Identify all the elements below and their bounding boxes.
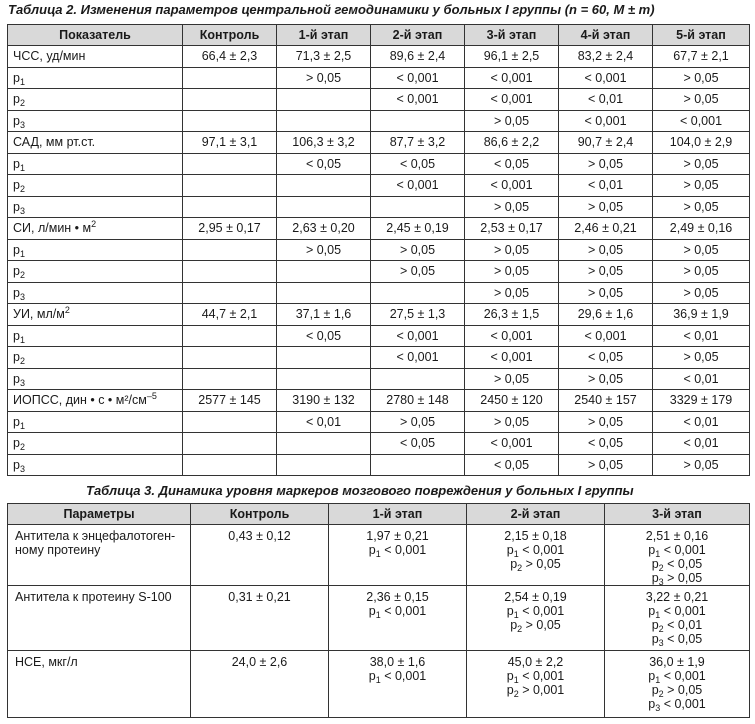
p-value-cell: > 0,05 <box>277 239 371 261</box>
table-row <box>8 525 750 586</box>
stage-p-value: $p_1 < 0,001$ <box>368 669 427 685</box>
parameter-label-line: НСЕ, мкг/л <box>15 655 78 669</box>
table-row <box>8 651 750 718</box>
table-row <box>8 46 750 68</box>
stage-p-value: $p_2 > 0,001$ <box>506 683 565 699</box>
p-value-cell: < 0,05 <box>277 153 371 175</box>
p-value-cell: > 0,05 <box>653 153 750 175</box>
p-label: $p_2$ <box>8 89 183 111</box>
table-row <box>8 390 750 412</box>
p-value-cell: < 0,001 <box>465 67 559 89</box>
p-value-cell: < 0,001 <box>653 110 750 132</box>
stage-p-value: $p_1 < 0,001$ <box>648 604 706 620</box>
p-value-cell: < 0,05 <box>371 433 465 455</box>
value-cell: 44,7 ± 2,1 <box>183 304 277 326</box>
p-value-cell: > 0,05 <box>653 67 750 89</box>
p-value-cell: < 0,001 <box>465 89 559 111</box>
p-value-row <box>8 282 750 304</box>
stage-value-cell <box>467 525 605 586</box>
p-value-cell: < 0,001 <box>465 347 559 369</box>
value-cell: 66,4 ± 2,3 <box>183 46 277 68</box>
header-stage-4: 4-й этап <box>559 25 653 46</box>
stage-value-cell <box>605 651 750 718</box>
stage-p-value: $p_1 < 0,001$ <box>648 543 706 559</box>
p-value-row <box>8 175 750 197</box>
p-value-cell: > 0,05 <box>559 196 653 218</box>
stage-value-cell <box>605 586 750 651</box>
value-cell: 2,63 ± 0,20 <box>277 218 371 240</box>
value-cell: 2,46 ± 0,21 <box>559 218 653 240</box>
p-value-cell: > 0,05 <box>559 153 653 175</box>
parameter-label-line: ному протеину <box>15 543 101 557</box>
value-cell: 2,95 ± 0,17 <box>183 218 277 240</box>
stage-mean: 2,36 ± 0,15 <box>366 590 429 604</box>
p-value-cell: < 0,001 <box>465 175 559 197</box>
header-stage-1: 1-й этап <box>277 25 371 46</box>
p-value-cell <box>277 347 371 369</box>
value-cell: 67,7 ± 2,1 <box>653 46 750 68</box>
p-value-cell: > 0,05 <box>371 239 465 261</box>
p-value-row <box>8 153 750 175</box>
control-value: 0,31 ± 0,21 <box>191 586 329 651</box>
stage-p-value: $p_3 < 0,05$ <box>651 632 703 648</box>
p-value-cell <box>277 433 371 455</box>
p-label: $p_3$ <box>8 196 183 218</box>
indicator-label <box>8 218 183 240</box>
p-value-cell <box>183 175 277 197</box>
p-value-cell <box>183 411 277 433</box>
value-cell: 96,1 ± 2,5 <box>465 46 559 68</box>
p-value-cell: > 0,05 <box>465 110 559 132</box>
p-value-cell: < 0,01 <box>559 175 653 197</box>
stage-p-value: $p_1 < 0,001$ <box>506 669 565 685</box>
p-value-row <box>8 325 750 347</box>
table-row <box>8 304 750 326</box>
value-cell: 2450 ± 120 <box>465 390 559 412</box>
value-cell: 29,6 ± 1,6 <box>559 304 653 326</box>
p-value-row <box>8 196 750 218</box>
p-value-cell <box>277 89 371 111</box>
p-value-cell: < 0,001 <box>371 67 465 89</box>
p-value-cell: < 0,01 <box>653 368 750 390</box>
p-value-cell: > 0,05 <box>559 368 653 390</box>
p-value-cell <box>183 282 277 304</box>
p-value-cell <box>183 239 277 261</box>
p-value-cell: > 0,05 <box>371 411 465 433</box>
p-value-cell: < 0,05 <box>465 153 559 175</box>
brain-markers-table <box>7 503 750 718</box>
p-value-cell: > 0,05 <box>653 196 750 218</box>
p-value-cell <box>183 433 277 455</box>
p-value-cell <box>277 110 371 132</box>
p-value-cell: < 0,01 <box>653 325 750 347</box>
p-value-cell <box>277 454 371 476</box>
p-label: $p_2$ <box>8 175 183 197</box>
p-value-cell: < 0,001 <box>465 325 559 347</box>
p-label: $p_3$ <box>8 454 183 476</box>
value-cell: 3329 ± 179 <box>653 390 750 412</box>
p-label: $p_1$ <box>8 325 183 347</box>
value-cell: 87,7 ± 3,2 <box>371 132 465 154</box>
parameter-label-line: Антитела к энцефалотоген- <box>15 529 176 543</box>
indicator-label <box>8 304 183 326</box>
p-value-cell <box>277 282 371 304</box>
value-cell: 89,6 ± 2,4 <box>371 46 465 68</box>
p-value-cell: < 0,05 <box>465 454 559 476</box>
stage-value-cell <box>329 586 467 651</box>
stage-p-value: $p_1 < 0,001$ <box>506 543 565 559</box>
header-stage-5: 5-й этап <box>653 25 750 46</box>
p-label: $p_1$ <box>8 411 183 433</box>
value-cell: 104,0 ± 2,9 <box>653 132 750 154</box>
p-value-cell <box>183 454 277 476</box>
p-value-cell: > 0,05 <box>465 411 559 433</box>
header-stage-2: 2-й этап <box>467 504 605 525</box>
p-label: $p_2$ <box>8 261 183 283</box>
p-value-cell: > 0,05 <box>653 89 750 111</box>
p-value-cell: < 0,001 <box>371 347 465 369</box>
p-value-cell <box>371 454 465 476</box>
stage-mean: 2,54 ± 0,19 <box>504 590 567 604</box>
p-label: $p_2$ <box>8 347 183 369</box>
parameter-label <box>8 651 191 718</box>
p-value-cell: < 0,001 <box>559 325 653 347</box>
p-label: $p_1$ <box>8 153 183 175</box>
p-value-cell: > 0,05 <box>653 347 750 369</box>
header-stage-1: 1-й этап <box>329 504 467 525</box>
value-cell: 2577 ± 145 <box>183 390 277 412</box>
unit-exponent: –5 <box>146 391 157 402</box>
p-value-cell <box>277 261 371 283</box>
p-value-cell: > 0,05 <box>277 67 371 89</box>
p-value-cell: > 0,05 <box>653 239 750 261</box>
stage-p-value: $p_2 > 0,05$ <box>510 557 561 573</box>
p-value-cell <box>371 368 465 390</box>
p-value-cell: > 0,05 <box>465 239 559 261</box>
value-cell: 37,1 ± 1,6 <box>277 304 371 326</box>
value-cell: 2780 ± 148 <box>371 390 465 412</box>
p-value-cell <box>277 368 371 390</box>
p-value-cell: > 0,05 <box>653 261 750 283</box>
header-parameters: Параметры <box>8 504 191 525</box>
value-cell: 106,3 ± 3,2 <box>277 132 371 154</box>
indicator-name: САД, мм рт.ст. <box>13 135 96 150</box>
p-value-cell <box>371 110 465 132</box>
p-value-cell <box>183 368 277 390</box>
p-label: $p_1$ <box>8 67 183 89</box>
p-value-cell: < 0,001 <box>465 433 559 455</box>
p-value-cell: < 0,05 <box>371 153 465 175</box>
p-value-cell: > 0,05 <box>559 411 653 433</box>
stage-value-cell <box>329 525 467 586</box>
stage-mean: 3,22 ± 0,21 <box>645 590 709 604</box>
table3-caption: Таблица 3. Динамика уровня маркеров мозгового повреждения у больных I группы <box>86 483 634 498</box>
p-value-cell: < 0,05 <box>277 325 371 347</box>
stage-p-value: $p_1 < 0,001$ <box>648 669 706 685</box>
p-value-cell: > 0,05 <box>465 368 559 390</box>
p-value-cell <box>183 89 277 111</box>
indicator-label <box>8 46 183 68</box>
p-label: $p_3$ <box>8 282 183 304</box>
p-value-cell: > 0,05 <box>653 282 750 304</box>
p-value-cell: < 0,01 <box>277 411 371 433</box>
parameter-label <box>8 525 191 586</box>
stage-value-cell <box>467 651 605 718</box>
p-label: $p_3$ <box>8 368 183 390</box>
value-cell: 36,9 ± 1,9 <box>653 304 750 326</box>
p-value-cell <box>183 325 277 347</box>
stage-value-cell <box>467 586 605 651</box>
p-value-cell <box>183 67 277 89</box>
table-row <box>8 132 750 154</box>
indicator-name: УИ, мл/м <box>13 307 65 322</box>
p-value-cell: > 0,05 <box>559 282 653 304</box>
stage-p-value: $p_1 < 0,001$ <box>506 604 565 620</box>
stage-p-value: $p_3 > 0,05$ <box>651 571 703 586</box>
p-value-cell <box>183 261 277 283</box>
indicator-name: СИ, л/мин • м <box>13 221 92 236</box>
header-control: Контроль <box>191 504 329 525</box>
p-value-cell: < 0,001 <box>371 89 465 111</box>
header-stage-3: 3-й этап <box>605 504 750 525</box>
stage-mean: 1,97 ± 0,21 <box>366 529 429 543</box>
stage-p-value: $p_1 < 0,001$ <box>368 543 427 559</box>
value-cell: 3190 ± 132 <box>277 390 371 412</box>
p-value-cell: < 0,01 <box>559 89 653 111</box>
parameter-label <box>8 586 191 651</box>
p-value-cell: > 0,05 <box>559 239 653 261</box>
table-row <box>8 218 750 240</box>
control-value: 24,0 ± 2,6 <box>191 651 329 718</box>
stage-p-value: $p_2 > 0,05$ <box>510 618 561 634</box>
stage-mean: 2,15 ± 0,18 <box>504 529 567 543</box>
p-value-row <box>8 110 750 132</box>
p-value-row <box>8 347 750 369</box>
p-value-cell <box>371 196 465 218</box>
value-cell: 71,3 ± 2,5 <box>277 46 371 68</box>
stage-p-value: $p_3 < 0,001$ <box>648 697 706 713</box>
p-value-cell: < 0,001 <box>559 67 653 89</box>
p-value-cell: < 0,01 <box>653 433 750 455</box>
stage-p-value: $p_2 < 0,01$ <box>651 618 703 634</box>
p-value-cell: > 0,05 <box>465 282 559 304</box>
p-value-cell: < 0,001 <box>371 325 465 347</box>
stage-value-cell <box>605 525 750 586</box>
p-value-cell: > 0,05 <box>465 261 559 283</box>
stage-p-value: $p_2 < 0,05$ <box>651 557 703 573</box>
value-cell: 86,6 ± 2,2 <box>465 132 559 154</box>
value-cell: 83,2 ± 2,4 <box>559 46 653 68</box>
p-label: $p_2$ <box>8 433 183 455</box>
indicator-label <box>8 390 183 412</box>
header-stage-2: 2-й этап <box>371 25 465 46</box>
p-value-cell: < 0,05 <box>559 433 653 455</box>
p-value-row <box>8 368 750 390</box>
indicator-label <box>8 132 183 154</box>
p-value-cell <box>277 175 371 197</box>
stage-mean: 2,51 ± 0,16 <box>645 529 709 543</box>
table-row <box>8 586 750 651</box>
stage-value-cell <box>329 651 467 718</box>
value-cell: 2540 ± 157 <box>559 390 653 412</box>
p-value-cell: > 0,05 <box>559 454 653 476</box>
value-cell: 2,53 ± 0,17 <box>465 218 559 240</box>
stage-p-value: $p_1 < 0,001$ <box>368 604 427 620</box>
unit-exponent: 2 <box>64 305 70 316</box>
p-value-cell: < 0,001 <box>371 175 465 197</box>
value-cell: 90,7 ± 2,4 <box>559 132 653 154</box>
p-value-row <box>8 433 750 455</box>
p-value-cell <box>371 282 465 304</box>
hemodynamics-table <box>7 24 750 476</box>
p-value-cell: > 0,05 <box>465 196 559 218</box>
table3-header-row <box>8 504 750 525</box>
header-stage-3: 3-й этап <box>465 25 559 46</box>
indicator-name: ИОПСС, дин • с • м²/см <box>13 393 147 408</box>
table2-header-row <box>8 25 750 46</box>
header-indicator: Показатель <box>8 25 183 46</box>
value-cell: 26,3 ± 1,5 <box>465 304 559 326</box>
value-cell: 2,45 ± 0,19 <box>371 218 465 240</box>
p-value-cell <box>183 110 277 132</box>
p-value-row <box>8 261 750 283</box>
table2-caption: Таблица 2. Изменения параметров центральной гемодинамики у больных I группы (n = 60, M ± m) <box>8 2 655 17</box>
p-value-row <box>8 454 750 476</box>
p-value-cell: > 0,05 <box>559 261 653 283</box>
p-value-cell <box>183 153 277 175</box>
p-label: $p_3$ <box>8 110 183 132</box>
p-value-row <box>8 239 750 261</box>
value-cell: 27,5 ± 1,3 <box>371 304 465 326</box>
p-value-cell <box>183 347 277 369</box>
p-label: $p_1$ <box>8 239 183 261</box>
control-value: 0,43 ± 0,12 <box>191 525 329 586</box>
p-value-row <box>8 411 750 433</box>
value-cell: 2,49 ± 0,16 <box>653 218 750 240</box>
p-value-cell: < 0,05 <box>559 347 653 369</box>
p-value-cell: > 0,05 <box>653 454 750 476</box>
p-value-row <box>8 67 750 89</box>
p-value-cell <box>183 196 277 218</box>
p-value-cell <box>277 196 371 218</box>
stage-mean: 45,0 ± 2,2 <box>507 655 564 669</box>
stage-mean: 36,0 ± 1,9 <box>649 655 705 669</box>
stage-mean: 38,0 ± 1,6 <box>369 655 426 669</box>
indicator-name: ЧСС, уд/мин <box>13 49 86 64</box>
header-control: Контроль <box>183 25 277 46</box>
unit-exponent: 2 <box>91 219 97 230</box>
p-value-cell: > 0,05 <box>371 261 465 283</box>
value-cell: 97,1 ± 3,1 <box>183 132 277 154</box>
p-value-row <box>8 89 750 111</box>
p-value-cell: < 0,01 <box>653 411 750 433</box>
p-value-cell: > 0,05 <box>653 175 750 197</box>
parameter-label-line: Антитела к протеину S-100 <box>15 590 172 604</box>
stage-p-value: $p_2 > 0,05$ <box>651 683 703 699</box>
p-value-cell: < 0,001 <box>559 110 653 132</box>
